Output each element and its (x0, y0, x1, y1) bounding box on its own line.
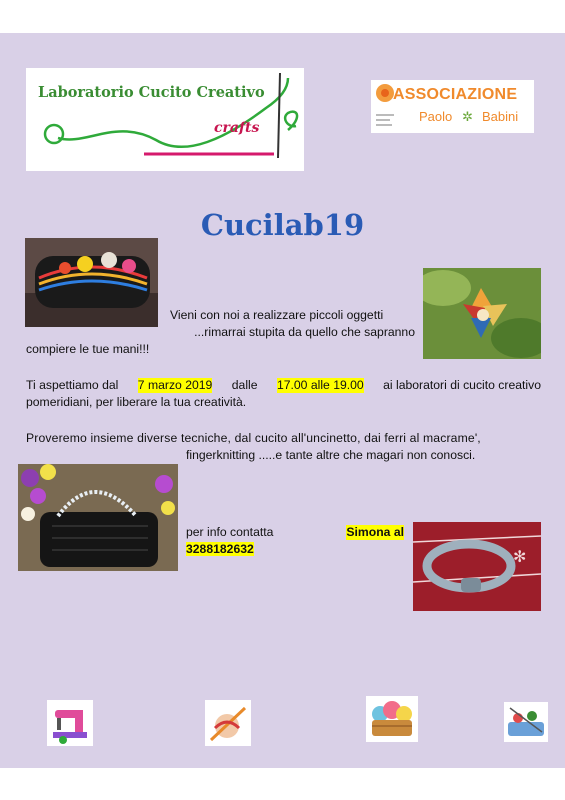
crochet-bag-photo (18, 464, 178, 571)
contact-name: Simona al (346, 525, 404, 539)
schedule-mid: dalle (231, 378, 258, 392)
association-name-last: Babini (482, 109, 519, 124)
contact-lead: per info contatta (186, 525, 274, 539)
intro-line-2: ...rimarrai stupita da quello che sapranno (194, 325, 415, 339)
ribbon-icon: ✲ (462, 109, 473, 124)
schedule-lead: Ti aspettiamo dal (26, 378, 119, 392)
associazione-logo (371, 80, 534, 133)
association-name-first: Paolo (419, 109, 453, 124)
sewing-kit-icon (504, 702, 548, 742)
sewing-machine-icon (47, 700, 93, 746)
page-title: Cucilab19 (200, 208, 365, 242)
needle-thread-icon (26, 68, 304, 171)
crochet-hook-icon (205, 700, 251, 746)
techniques-line-1: Proveremo insieme diverse tecniche, dal cucito all'uncinetto, dai ferri al macrame', (26, 431, 481, 445)
contact-line-2 (186, 542, 254, 557)
intro-text-1: Vieni con noi a realizzare piccoli oggetti (170, 308, 384, 322)
fabric-flower-photo (423, 268, 541, 359)
small-text-mark (376, 110, 396, 130)
contact-line-1 (186, 525, 404, 540)
svg-text:✻: ✻ (513, 547, 527, 566)
techniques-line-2: fingerknitting .....e tante altre che magari non conosci. (186, 448, 476, 462)
bracelet-photo (413, 522, 541, 611)
yarn-basket-icon (366, 696, 418, 742)
schedule-tail: ai laboratori di cucito creativo (383, 378, 541, 392)
schedule-line-1 (26, 378, 541, 393)
laboratorio-logo (26, 68, 304, 171)
intro-line-3: compiere le tue mani!!! (26, 342, 150, 356)
association-label: ASSOCIAZIONE (393, 86, 518, 103)
schedule-date: 7 marzo 2019 (137, 378, 213, 392)
headbands-photo (25, 238, 158, 327)
contact-phone[interactable]: 3288182632 (186, 542, 254, 556)
logo-title: Laboratorio Cucito Creativo (38, 84, 265, 101)
logo-subtitle: crafts (214, 120, 260, 136)
schedule-line-2: pomeridiani, per liberare la tua creatività. (26, 395, 247, 409)
schedule-time: 17.00 alle 19.00 (276, 378, 364, 392)
intro-line-1 (170, 308, 415, 323)
